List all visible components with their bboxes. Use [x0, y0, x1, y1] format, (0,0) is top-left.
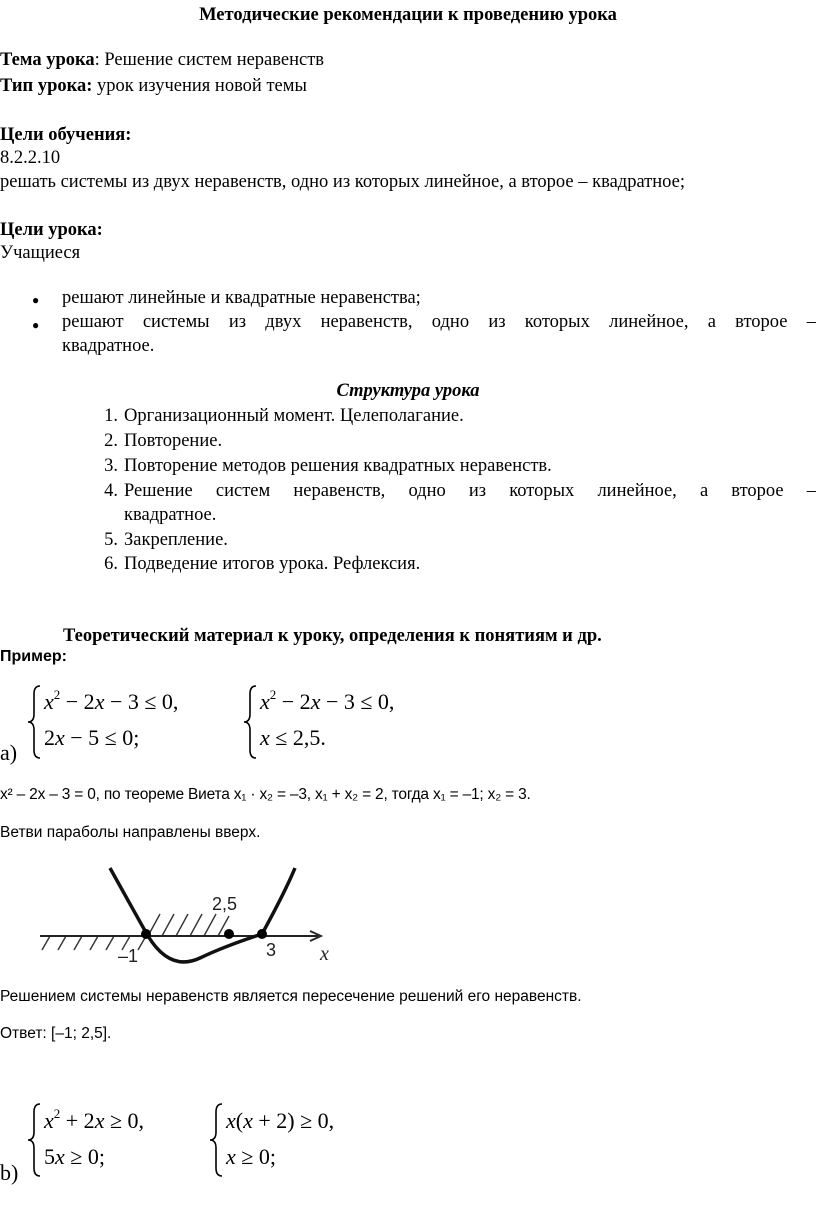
svg-text:x2 + 2x ≥ 0,: $x^2 + 2x \ge 0$,: [44, 1106, 145, 1133]
structure-num: 5.: [104, 530, 118, 550]
solution-text: Решением системы неравенств является пересечение решений его неравенств.: [0, 988, 582, 1005]
learning-goals-code: 8.2.2.10: [0, 148, 61, 168]
topic-value: : Решение систем неравенств: [94, 50, 325, 70]
example-label: Пример:: [0, 648, 67, 665]
lesson-goal-item: решают линейные и квадратные неравенства;: [62, 288, 421, 308]
structure-text: Организационный момент. Целеполагание.: [124, 406, 464, 426]
structure-text: Закрепление.: [124, 530, 228, 550]
svg-text:2x − 5 ≤ 0;: 2x − 5 ≤ 0;: [44, 725, 140, 750]
example-b-label: b): [0, 1160, 19, 1185]
graph-label-3: 3: [266, 940, 277, 960]
branches-text: Ветви параболы направлены вверх.: [0, 824, 261, 841]
topic-label: Тема урока: [0, 50, 95, 70]
structure-num: 1.: [104, 406, 118, 426]
learning-goals-text: решать системы из двух неравенств, одно из которых линейное, а второе – квадратное;: [0, 172, 685, 192]
structure-text: Повторение методов решения квадратных неравенств.: [124, 456, 552, 476]
lesson-type-label: Тип урока:: [0, 76, 93, 96]
lesson-type-line: [0, 75, 307, 98]
structure-num: 2.: [104, 431, 118, 451]
system-b-formula: [26, 1100, 446, 1180]
lesson-type-value: урок изучения новой темы: [92, 76, 307, 96]
svg-text:x(x + 2) ≥ 0,: x(x + 2) ≥ 0,: [226, 1108, 335, 1133]
structure-num: 6.: [104, 554, 118, 574]
system-a-formula: [26, 682, 446, 762]
lesson-goal-item-cont: квадратное.: [62, 336, 155, 356]
page-title: Методические рекомендации к проведению урока: [199, 5, 617, 25]
structure-text: Подведение итогов урока. Рефлексия.: [124, 554, 421, 574]
answer-text: Ответ: [–1; 2,5].: [0, 1025, 112, 1042]
bullet-icon: ●: [32, 293, 40, 307]
graph-label-2-5: 2,5: [212, 894, 238, 914]
theory-heading: Теоретический материал к уроку, определения к понятиям и др.: [63, 626, 602, 646]
svg-text:x ≤ 2,5.: x ≤ 2,5.: [260, 725, 326, 750]
svg-text:x2 − 2x − 3 ≤ 0,: $x^2 - 2x - 3 \le 0$,: [44, 687, 179, 714]
parabola-graph: [40, 862, 340, 972]
graph-label-minus1: –1: [118, 946, 139, 966]
topic-line: [0, 49, 324, 72]
structure-num: 3.: [104, 456, 118, 476]
learning-goals-heading: Цели обучения:: [0, 125, 132, 145]
structure-text: Решение систем неравенств, одно из которых линейное, а второе –: [124, 481, 816, 501]
lesson-goals-intro: Учащиеся: [0, 243, 81, 263]
structure-heading: Структура урока: [336, 381, 480, 401]
structure-text-cont: квадратное.: [124, 505, 217, 525]
structure-text: Повторение.: [124, 431, 223, 451]
structure-num: 4.: [104, 481, 118, 501]
bullet-icon: ●: [32, 318, 40, 332]
vieta-text: x² – 2x – 3 = 0, по теореме Виета x₁ · x₂ = –3, x₁ + x₂ = 2, тогда x₁ = –1; x₂ = 3.: [0, 786, 531, 803]
lesson-goals-heading: Цели урока:: [0, 220, 103, 240]
lesson-goal-item: решают системы из двух неравенств, одно из которых линейное, а второе –: [62, 312, 816, 332]
svg-text:x2 − 2x − 3 ≤ 0,: $x^2 - 2x - 3 \le 0$,: [260, 687, 395, 714]
svg-text:x ≥ 0;: x ≥ 0;: [226, 1144, 276, 1169]
graph-label-x: x: [320, 943, 329, 965]
svg-text:5x ≥ 0;: 5x ≥ 0;: [44, 1144, 105, 1169]
example-a-label: a): [0, 740, 18, 765]
